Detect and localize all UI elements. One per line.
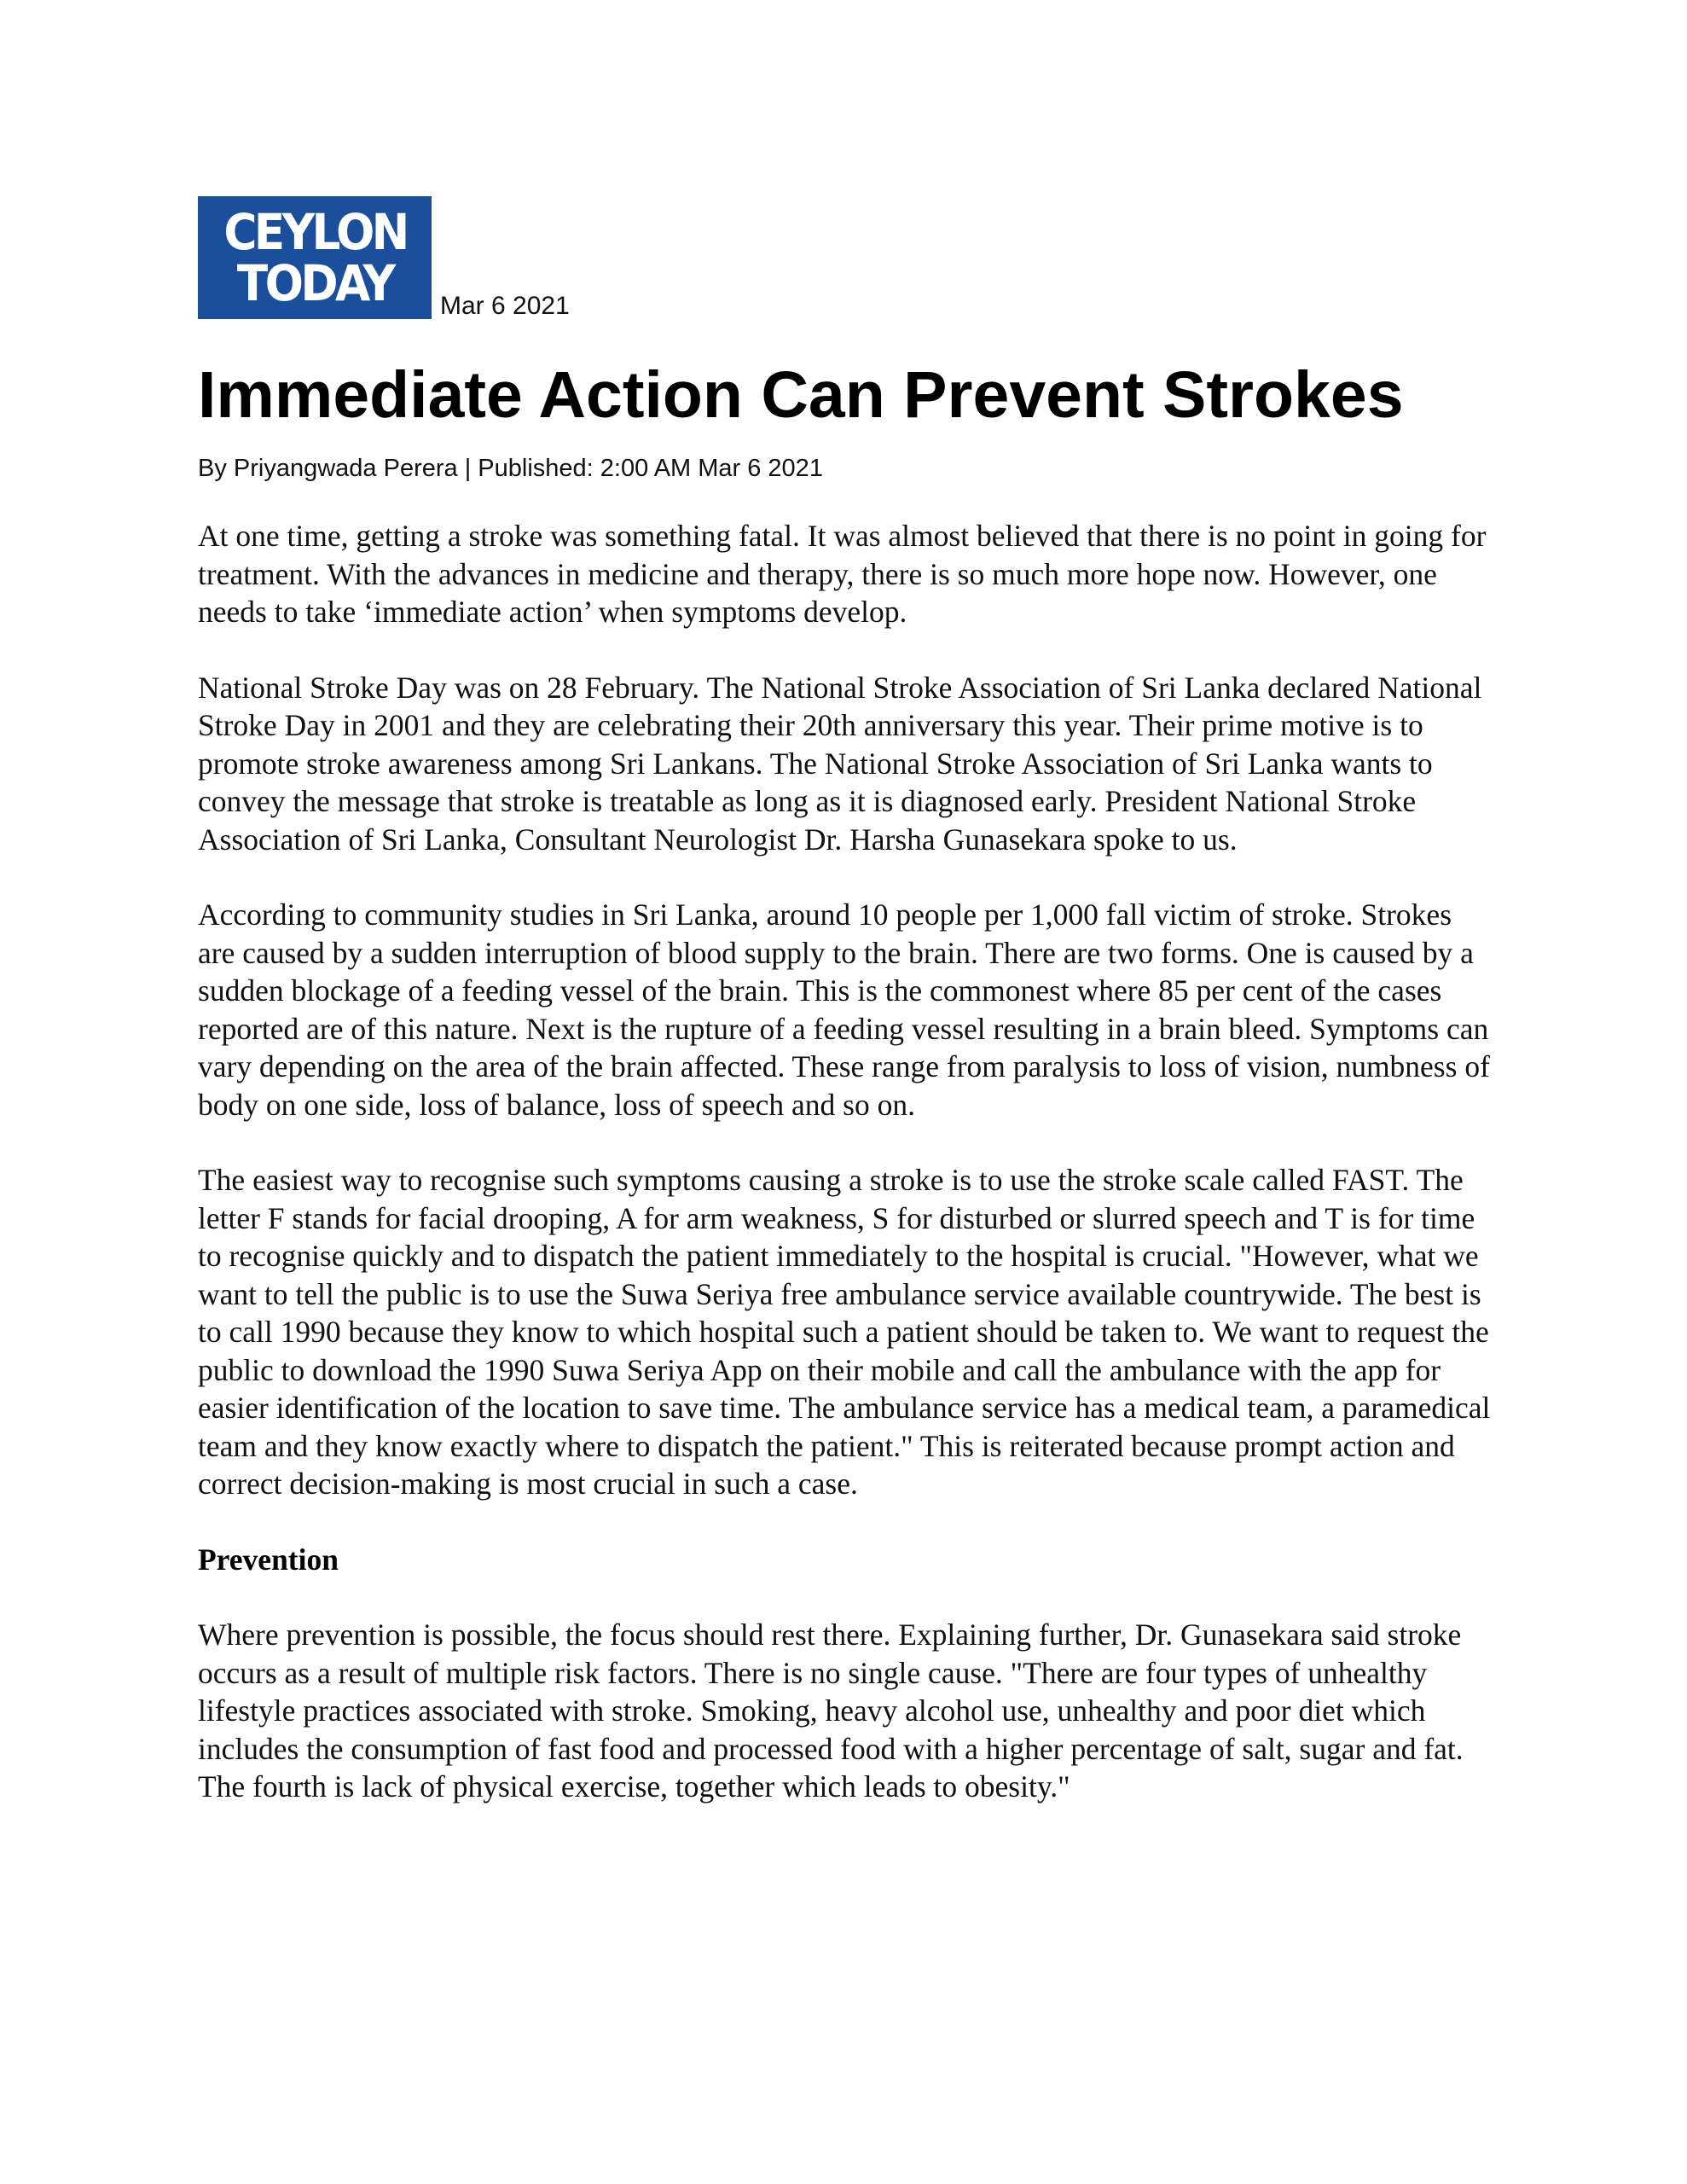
- ceylon-today-logo: [198, 196, 432, 319]
- article-paragraph-3: According to community studies in Sri Lanka, around 10 people per 1,000 fall victim of stroke. Strokes are caused by a sudden interruption of blood supply to the brain. There are two forms. One is caused by a sudden blockage of a feeding vessel of the brain. This is the commonest where 85 per cent of the cases reported are of this nature. Next is the rupture of a feeding vessel resulting in a brain bleed. Symptoms can vary depending on the area of the brain affected. These range from paralysis to loss of vision, numbness of body on one side, loss of balance, loss of speech and so on.: [198, 897, 1490, 1122]
- article-paragraph-1: At one time, getting a stroke was something fatal. It was almost believed that there is no point in going for treatment. With the advances in medicine and therapy, there is so much more hope now. However, one needs to take ‘immediate action’ when symptoms develop.: [198, 519, 1487, 629]
- logo-text-line2: TODAY: [236, 254, 393, 312]
- article-paragraph-2: National Stroke Day was on 28 February. The National Stroke Association of Sri Lanka declared National Stroke Day in 2001 and they are celebrating their 20th anniversary this year. Their prime motive is to promote stroke awareness among Sri Lankans. The National Stroke Association of Sri Lanka wants to convey the message that stroke is treatable as long as it is diagnosed early. President National Stroke Association of Sri Lanka, Consultant Neurologist Dr. Harsha Gunasekara spoke to us.: [198, 670, 1482, 857]
- article-byline: By Priyangwada Perera | Published: 2:00 AM Mar 6 2021: [198, 455, 823, 482]
- logo-text-line1: CEYLON: [223, 203, 407, 261]
- masthead: [198, 196, 1494, 319]
- article-page: [198, 196, 1494, 1806]
- article-paragraph-5: Where prevention is possible, the focus should rest there. Explaining further, Dr. Gunasekara said stroke occurs as a result of multiple risk factors. There is no single cause. "There are four types of unhealthy lifestyle practices associated with stroke. Smoking, heavy alcohol use, unhealthy and poor diet which includes the consumption of fast food and processed food with a higher percentage of salt, sugar and fat. The fourth is lack of physical exercise, together which leads to obesity.": [198, 1618, 1464, 1804]
- masthead-date: Mar 6 2021: [440, 292, 570, 320]
- article-paragraph-4: The easiest way to recognise such symptoms causing a stroke is to use the stroke scale called FAST. The letter F stands for facial drooping, A for arm weakness, S for disturbed or slurred speech and T is for time to recognise quickly and to dispatch the patient immediately to the hospital is crucial. "However, what we want to tell the public is to use the Suwa Seriya free ambulance service available countrywide. The best is to call 1990 because they know to which hospital such a patient should be taken to. We want to request the public to download the 1990 Suwa Seriya App on their mobile and call the ambulance with the app for easier identification of the location to save time. The ambulance service has a medical team, a paramedical team and they know exactly where to dispatch the patient." This is reiterated because prompt action and correct decision-making is most crucial in such a case.: [198, 1163, 1491, 1501]
- article-headline: Immediate Action Can Prevent Strokes: [198, 358, 1404, 432]
- section-heading-prevention: Prevention: [198, 1542, 339, 1577]
